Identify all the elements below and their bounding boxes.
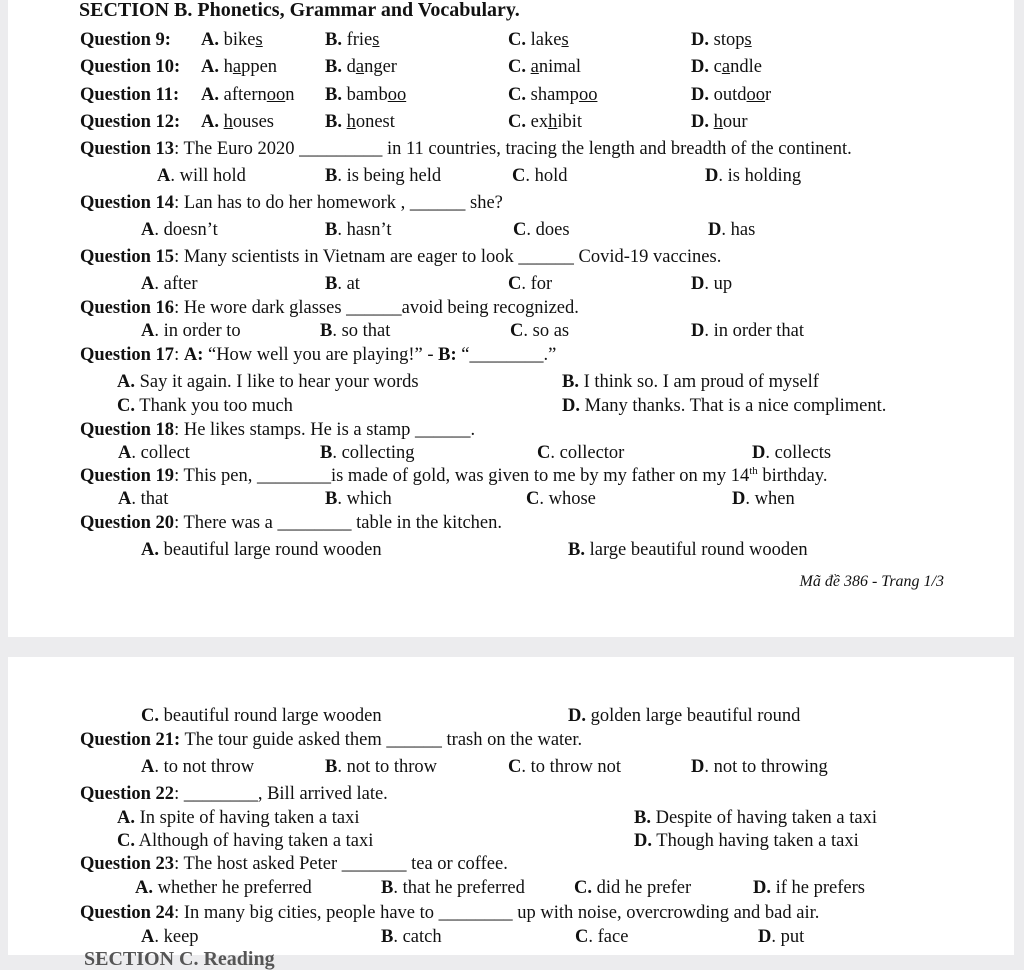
question-stem: Question 21: The tour guide asked them ______ trash on the water. — [80, 730, 583, 750]
option-c: C. so as — [510, 321, 570, 341]
question-stem: Question 19: This pen, ________is made of gold, was given to me by my father on my 14th birthday. — [80, 464, 828, 486]
option-a: A. happen — [201, 57, 278, 77]
option-a: A. that — [118, 489, 169, 509]
option-d: D. collects — [752, 443, 832, 463]
next-section-heading-cutoff: SECTION C. Reading — [84, 948, 275, 970]
option-c: C. shampoo — [508, 85, 598, 105]
question-stem: Question 16: He wore dark glasses ______avoid being recognized. — [80, 298, 579, 318]
option-c: C. for — [508, 274, 553, 294]
option-c: C. animal — [508, 57, 581, 77]
option-a: A. In spite of having taken a taxi — [117, 808, 360, 828]
question-label: Question 9: — [80, 30, 171, 50]
option-a: A. Say it again. I like to hear your words — [117, 372, 419, 392]
option-c: C. Although of having taken a taxi — [117, 831, 374, 851]
option-a: A. keep — [141, 927, 199, 947]
question-label: Question 10: — [80, 57, 181, 77]
question-stem: Question 18: He likes stamps. He is a stamp ______. — [80, 420, 476, 440]
option-c: C. lakes — [508, 30, 569, 50]
option-d: D. is holding — [705, 166, 802, 186]
question-stem: Question 14: Lan has to do her homework , ______ she? — [80, 193, 503, 213]
option-d: D. when — [732, 489, 795, 509]
option-c: C. whose — [526, 489, 596, 509]
option-c: C. did he prefer — [574, 878, 692, 898]
option-d: D. hour — [691, 112, 748, 132]
option-c: C. exhibit — [508, 112, 583, 132]
option-b: B. collecting — [320, 443, 415, 463]
option-b: B. not to throw — [325, 757, 438, 777]
option-d: D. has — [708, 220, 756, 240]
option-b: B. large beautiful round wooden — [568, 540, 808, 560]
question-stem: Question 20: There was a ________ table in the kitchen. — [80, 513, 503, 533]
section-title: SECTION B. Phonetics, Grammar and Vocabulary. — [79, 0, 520, 21]
option-b: B. catch — [381, 927, 442, 947]
option-a: A. after — [141, 274, 198, 294]
option-b: B. that he preferred — [381, 878, 525, 898]
option-d: D. in order that — [691, 321, 805, 341]
option-d: D. Many thanks. That is a nice compliment. — [562, 396, 887, 416]
option-b: B. so that — [320, 321, 391, 341]
option-d: D. golden large beautiful round — [568, 706, 801, 726]
option-b: B. fries — [325, 30, 380, 50]
option-b: B. I think so. I am proud of myself — [562, 372, 819, 392]
option-d: D. candle — [691, 57, 762, 77]
option-a: A. houses — [201, 112, 274, 132]
option-c: C. hold — [512, 166, 568, 186]
option-a: A. to not throw — [141, 757, 255, 777]
option-c: C. Thank you too much — [117, 396, 293, 416]
option-a: A. in order to — [141, 321, 241, 341]
question-stem: Question 24: In many big cities, people have to ________ up with noise, overcrowding and bad air. — [80, 903, 820, 923]
option-d: D. outdoor — [691, 85, 772, 105]
option-d: D. stops — [691, 30, 752, 50]
option-d: D. if he prefers — [753, 878, 865, 898]
option-a: A. will hold — [157, 166, 246, 186]
option-a: A. afternoon — [201, 85, 295, 105]
question-stem: Question 13: The Euro 2020 _________ in 11 countries, tracing the length and breadth of the continent. — [80, 139, 852, 159]
option-b: B. Despite of having taken a taxi — [634, 808, 878, 828]
option-c: C. does — [513, 220, 570, 240]
option-c: C. collector — [537, 443, 625, 463]
option-d: D. not to throwing — [691, 757, 828, 777]
option-b: B. which — [325, 489, 392, 509]
question-stem: Question 22: ________, Bill arrived late. — [80, 784, 388, 804]
option-b: B. honest — [325, 112, 395, 132]
question-stem: Question 23: The host asked Peter _______ tea or coffee. — [80, 854, 508, 874]
option-a: A. beautiful large round wooden — [141, 540, 382, 560]
option-d: D. put — [758, 927, 805, 947]
option-a: A. bikes — [201, 30, 263, 50]
option-b: B. at — [325, 274, 360, 294]
question-label: Question 12: — [80, 112, 181, 132]
question-stem: Question 17: A: “How well you are playing!” - B: “________.” — [80, 345, 557, 365]
option-c: C. face — [575, 927, 629, 947]
option-a: A. collect — [118, 443, 190, 463]
option-b: B. hasn’t — [325, 220, 392, 240]
option-b: B. is being held — [325, 166, 442, 186]
page-footer: Mã đề 386 - Trang 1/3 — [799, 573, 944, 590]
question-label: Question 11: — [80, 85, 180, 105]
question-stem: Question 15: Many scientists in Vietnam are eager to look ______ Covid-19 vaccines. — [80, 247, 722, 267]
option-c: C. to throw not — [508, 757, 622, 777]
option-b: B. bamboo — [325, 85, 407, 105]
option-d: D. Though having taken a taxi — [634, 831, 859, 851]
option-d: D. up — [691, 274, 733, 294]
option-c: C. beautiful round large wooden — [141, 706, 382, 726]
option-a: A. doesn’t — [141, 220, 218, 240]
option-b: B. danger — [325, 57, 397, 77]
option-a: A. whether he preferred — [135, 878, 312, 898]
